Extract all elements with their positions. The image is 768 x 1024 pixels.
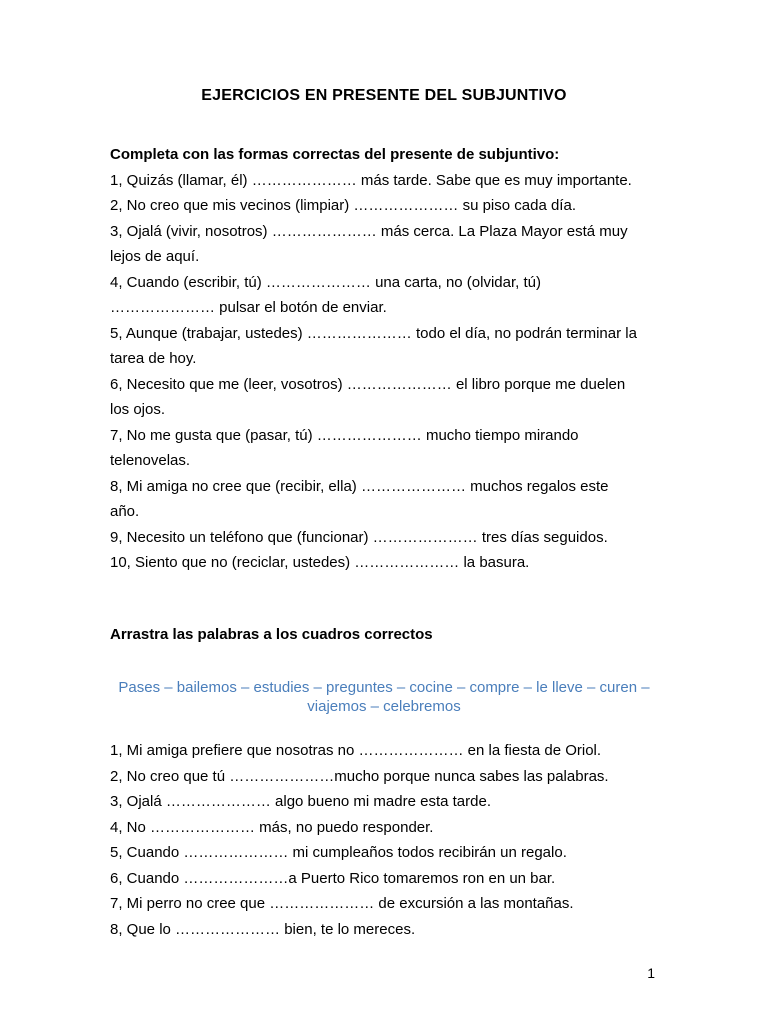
exercise-line: 1, Quizás (llamar, él) ………………… más tarde. Sabe que es muy importante.: [110, 171, 632, 189]
exercise-line: 3, Ojalá (vivir, nosotros) ………………… más cerca. La Plaza Mayor está muy: [110, 222, 628, 240]
exercise-line: 1, Mi amiga prefiere que nosotras no ………………… en la fiesta de Oriol.: [110, 742, 602, 759]
word-bank-line: Pases – bailemos – estudies – preguntes – cocine – compre – le lleve – curen –: [118, 679, 650, 696]
exercise-line: 7, Mi perro no cree que ………………… de excursión a las montañas.: [110, 895, 574, 912]
exercise-line: 2, No creo que mis vecinos (limpiar) ………………… su piso cada día.: [110, 197, 576, 214]
exercise-line: 8, Mi amiga no cree que (recibir, ella) ………………… muchos regalos este: [110, 477, 609, 495]
exercise-section-2: [110, 738, 670, 942]
exercise-section-2-heading-block: [110, 622, 670, 648]
word-bank-line: viajemos – celebremos: [307, 698, 461, 715]
exercise-line: 6, Cuando …………………a Puerto Rico tomaremos ron en un bar.: [110, 869, 556, 887]
section-2-heading: Arrastra las palabras a los cuadros correctos: [110, 626, 433, 643]
exercise-line: 4, Cuando (escribir, tú) ………………… una carta, no (olvidar, tú): [110, 273, 541, 291]
document-title: EJERCICIOS EN PRESENTE DEL SUBJUNTIVO: [201, 87, 567, 104]
exercise-line: tarea de hoy.: [110, 350, 197, 367]
word-bank: [100, 678, 668, 716]
exercise-line: 7, No me gusta que (pasar, tú) ………………… mucho tiempo mirando: [110, 426, 579, 444]
exercise-line: 8, Que lo ………………… bien, te lo mereces.: [110, 920, 416, 938]
exercise-line: 5, Cuando ………………… mi cumpleaños todos recibirán un regalo.: [110, 844, 567, 861]
section-2-exercise-list: [110, 738, 670, 942]
exercise-line: los ojos.: [110, 401, 166, 418]
exercise-line: ………………… pulsar el botón de enviar.: [110, 299, 387, 316]
exercise-section-1: [110, 142, 670, 576]
exercise-line: 9, Necesito un teléfono que (funcionar) ………………… tres días seguidos.: [110, 528, 608, 546]
exercise-line: 10, Siento que no (reciclar, ustedes) ………………… la basura.: [110, 554, 530, 571]
exercise-line: 2, No creo que tú …………………mucho porque nunca sabes las palabras.: [110, 767, 609, 785]
exercise-line: lejos de aquí.: [110, 248, 200, 265]
exercise-line: 5, Aunque (trabajar, ustedes) ………………… todo el día, no podrán terminar la: [110, 324, 637, 342]
section-1-heading: Completa con las formas correctas del presente de subjuntivo:: [110, 146, 560, 163]
page-number: 1: [647, 965, 655, 981]
exercise-line: 4, No ………………… más, no puedo responder.: [110, 818, 434, 836]
exercise-line: 6, Necesito que me (leer, vosotros) ………………… el libro porque me duelen: [110, 375, 626, 393]
exercise-line: telenovelas.: [110, 452, 191, 469]
exercise-line: 3, Ojalá ………………… algo bueno mi madre esta tarde.: [110, 793, 491, 810]
section-1-exercise-list: [110, 168, 670, 576]
exercise-line: año.: [110, 503, 140, 520]
